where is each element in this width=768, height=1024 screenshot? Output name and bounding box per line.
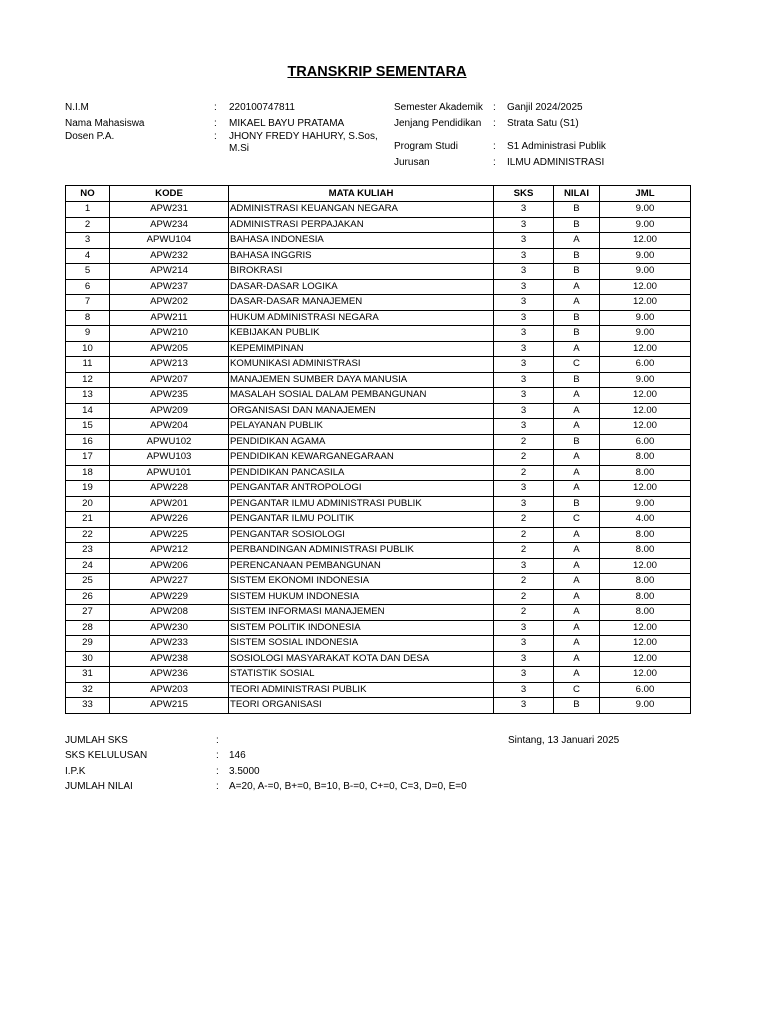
table-row [66,527,691,543]
cell-no: 9 [66,326,110,342]
advisor-label: Dosen P.A. [65,131,115,142]
colon: : [216,766,219,777]
table-row [66,295,691,311]
cell-no: 30 [66,651,110,667]
cell-mata-kuliah: DASAR-DASAR MANAJEMEN [229,295,494,311]
cell-jml: 12.00 [600,651,691,667]
cell-mata-kuliah: PENGANTAR ANTROPOLOGI [229,481,494,497]
cell-no: 5 [66,264,110,280]
table-row [66,403,691,419]
cell-no: 23 [66,543,110,559]
cell-kode: APW232 [110,248,229,264]
ipk-label: I.P.K [65,766,86,777]
table-row [66,651,691,667]
cell-no: 3 [66,233,110,249]
cell-nilai: A [554,233,600,249]
table-row [66,372,691,388]
colon: : [214,102,217,113]
cell-kode: APW238 [110,651,229,667]
total-sks-label: JUMLAH SKS [65,735,128,746]
cell-sks: 3 [494,403,554,419]
cell-jml: 9.00 [600,496,691,512]
cell-sks: 3 [494,233,554,249]
cell-no: 31 [66,667,110,683]
cell-sks: 3 [494,682,554,698]
summary-block [65,735,505,795]
cell-kode: APW229 [110,589,229,605]
cell-mata-kuliah: DASAR-DASAR LOGIKA [229,279,494,295]
cell-jml: 12.00 [600,667,691,683]
colon: : [216,750,219,761]
cell-sks: 3 [494,667,554,683]
cell-jml: 9.00 [600,217,691,233]
cell-mata-kuliah: SISTEM INFORMASI MANAJEMEN [229,605,494,621]
table-row [66,589,691,605]
ipk-value: 3.5000 [229,766,260,777]
advisor-value-line2: M.Si [229,143,249,154]
cell-kode: APW205 [110,341,229,357]
cell-sks: 3 [494,202,554,218]
cell-nilai: A [554,574,600,590]
cell-sks: 3 [494,558,554,574]
cell-mata-kuliah: SISTEM SOSIAL INDONESIA [229,636,494,652]
cell-sks: 3 [494,279,554,295]
cell-jml: 6.00 [600,682,691,698]
passed-sks-label: SKS KELULUSAN [65,750,148,761]
cell-nilai: A [554,589,600,605]
cell-nilai: A [554,450,600,466]
cell-nilai: A [554,419,600,435]
cell-no: 32 [66,682,110,698]
cell-jml: 12.00 [600,341,691,357]
cell-mata-kuliah: SOSIOLOGI MASYARAKAT KOTA DAN DESA [229,651,494,667]
cell-kode: APW208 [110,605,229,621]
table-header-row [66,186,691,202]
cell-mata-kuliah: SISTEM EKONOMI INDONESIA [229,574,494,590]
cell-kode: APW207 [110,372,229,388]
table-row [66,233,691,249]
cell-sks: 3 [494,341,554,357]
cell-nilai: B [554,372,600,388]
cell-jml: 9.00 [600,372,691,388]
cell-kode: APW214 [110,264,229,280]
cell-jml: 8.00 [600,527,691,543]
cell-kode: APW209 [110,403,229,419]
cell-mata-kuliah: PENDIDIKAN KEWARGANEGARAAN [229,450,494,466]
cell-jml: 12.00 [600,403,691,419]
cell-jml: 12.00 [600,481,691,497]
cell-nilai: B [554,264,600,280]
cell-mata-kuliah: PENGANTAR SOSIOLOGI [229,527,494,543]
cell-nilai: A [554,341,600,357]
cell-sks: 3 [494,651,554,667]
cell-mata-kuliah: SISTEM POLITIK INDONESIA [229,620,494,636]
cell-jml: 12.00 [600,620,691,636]
table-row [66,543,691,559]
cell-kode: APW228 [110,481,229,497]
cell-kode: APW213 [110,357,229,373]
cell-kode: APW202 [110,295,229,311]
cell-nilai: A [554,465,600,481]
cell-jml: 9.00 [600,310,691,326]
table-row [66,574,691,590]
cell-nilai: A [554,295,600,311]
header-sks: SKS [494,186,554,202]
semester-label: Semester Akademik [394,102,483,113]
cell-mata-kuliah: TEORI ORGANISASI [229,698,494,714]
program-value: S1 Administrasi Publik [507,141,606,152]
cell-sks: 3 [494,620,554,636]
cell-kode: APWU103 [110,450,229,466]
cell-no: 15 [66,419,110,435]
cell-nilai: B [554,434,600,450]
cell-no: 26 [66,589,110,605]
grade-count-label: JUMLAH NILAI [65,781,133,792]
cell-kode: APW236 [110,667,229,683]
cell-no: 13 [66,388,110,404]
cell-nilai: B [554,496,600,512]
cell-nilai: C [554,682,600,698]
cell-no: 19 [66,481,110,497]
cell-kode: APW230 [110,620,229,636]
cell-nilai: A [554,481,600,497]
cell-kode: APW231 [110,202,229,218]
cell-mata-kuliah: STATISTIK SOSIAL [229,667,494,683]
cell-nilai: A [554,651,600,667]
cell-sks: 3 [494,310,554,326]
cell-no: 12 [66,372,110,388]
grade-count-value: A=20, A-=0, B+=0, B=10, B-=0, C+=0, C=3, D=0, E=0 [229,781,467,792]
cell-nilai: A [554,388,600,404]
cell-kode: APW237 [110,279,229,295]
cell-no: 24 [66,558,110,574]
cell-jml: 12.00 [600,419,691,435]
cell-jml: 9.00 [600,264,691,280]
cell-kode: APWU101 [110,465,229,481]
table-row [66,496,691,512]
cell-mata-kuliah: ADMINISTRASI KEUANGAN NEGARA [229,202,494,218]
level-value: Strata Satu (S1) [507,118,579,129]
program-label: Program Studi [394,141,458,152]
cell-kode: APW234 [110,217,229,233]
cell-kode: APW204 [110,419,229,435]
table-row [66,388,691,404]
cell-nilai: B [554,248,600,264]
cell-jml: 8.00 [600,465,691,481]
cell-jml: 9.00 [600,202,691,218]
cell-no: 14 [66,403,110,419]
cell-no: 10 [66,341,110,357]
cell-no: 17 [66,450,110,466]
header-nilai: NILAI [554,186,600,202]
cell-mata-kuliah: PENDIDIKAN AGAMA [229,434,494,450]
cell-mata-kuliah: PENGANTAR ILMU ADMINISTRASI PUBLIK [229,496,494,512]
table-row [66,264,691,280]
table-row [66,682,691,698]
cell-mata-kuliah: KOMUNIKASI ADMINISTRASI [229,357,494,373]
table-row [66,667,691,683]
cell-no: 16 [66,434,110,450]
cell-mata-kuliah: BAHASA INGGRIS [229,248,494,264]
cell-sks: 2 [494,574,554,590]
colon: : [493,118,496,129]
cell-sks: 3 [494,264,554,280]
cell-no: 27 [66,605,110,621]
cell-mata-kuliah: SISTEM HUKUM INDONESIA [229,589,494,605]
cell-mata-kuliah: PERENCANAAN PEMBANGUNAN [229,558,494,574]
cell-sks: 3 [494,698,554,714]
cell-no: 22 [66,527,110,543]
table-row [66,481,691,497]
table-row [66,620,691,636]
cell-sks: 2 [494,605,554,621]
semester-value: Ganjil 2024/2025 [507,102,583,113]
cell-mata-kuliah: KEPEMIMPINAN [229,341,494,357]
cell-jml: 8.00 [600,450,691,466]
cell-mata-kuliah: BAHASA INDONESIA [229,233,494,249]
table-row [66,357,691,373]
cell-jml: 4.00 [600,512,691,528]
cell-nilai: A [554,636,600,652]
table-row [66,248,691,264]
cell-sks: 2 [494,450,554,466]
table-row [66,636,691,652]
cell-nilai: A [554,279,600,295]
table-body [66,202,691,714]
cell-nilai: B [554,310,600,326]
table-row [66,310,691,326]
grades-table [65,185,691,714]
cell-kode: APWU102 [110,434,229,450]
cell-jml: 12.00 [600,233,691,249]
dept-label: Jurusan [394,157,430,168]
cell-kode: APW215 [110,698,229,714]
cell-sks: 2 [494,512,554,528]
table-row [66,558,691,574]
cell-kode: APW206 [110,558,229,574]
cell-nilai: B [554,326,600,342]
cell-jml: 9.00 [600,248,691,264]
colon: : [214,131,217,142]
cell-sks: 2 [494,589,554,605]
cell-no: 33 [66,698,110,714]
page-title: TRANSKRIP SEMENTARA [287,64,467,80]
cell-jml: 8.00 [600,543,691,559]
cell-mata-kuliah: BIROKRASI [229,264,494,280]
header-mata-kuliah: MATA KULIAH [229,186,494,202]
cell-no: 2 [66,217,110,233]
cell-sks: 3 [494,295,554,311]
name-value: MIKAEL BAYU PRATAMA [229,118,345,129]
table-row [66,341,691,357]
colon: : [216,781,219,792]
cell-sks: 3 [494,217,554,233]
cell-jml: 8.00 [600,574,691,590]
cell-jml: 12.00 [600,388,691,404]
table-row [66,202,691,218]
cell-sks: 2 [494,527,554,543]
cell-jml: 12.00 [600,279,691,295]
table-row [66,217,691,233]
colon: : [214,118,217,129]
header-no: NO [66,186,110,202]
nim-label: N.I.M [65,102,89,113]
cell-kode: APW203 [110,682,229,698]
cell-nilai: A [554,543,600,559]
cell-kode: APW201 [110,496,229,512]
cell-kode: APW226 [110,512,229,528]
cell-sks: 3 [494,357,554,373]
cell-kode: APW210 [110,326,229,342]
cell-no: 18 [66,465,110,481]
cell-no: 1 [66,202,110,218]
cell-kode: APW225 [110,527,229,543]
cell-kode: APW227 [110,574,229,590]
table-row [66,450,691,466]
cell-no: 8 [66,310,110,326]
student-info-right [394,102,694,172]
cell-jml: 8.00 [600,605,691,621]
cell-mata-kuliah: PENDIDIKAN PANCASILA [229,465,494,481]
cell-nilai: C [554,512,600,528]
colon: : [493,141,496,152]
cell-nilai: C [554,357,600,373]
cell-mata-kuliah: HUKUM ADMINISTRASI NEGARA [229,310,494,326]
cell-nilai: A [554,558,600,574]
cell-mata-kuliah: PENGANTAR ILMU POLITIK [229,512,494,528]
table-row [66,326,691,342]
advisor-value-line1: JHONY FREDY HAHURY, S.Sos, [229,131,378,142]
cell-sks: 3 [494,388,554,404]
colon: : [493,102,496,113]
table-row [66,465,691,481]
cell-kode: APW211 [110,310,229,326]
table-row [66,605,691,621]
colon: : [493,157,496,168]
student-info-left [65,102,385,162]
cell-sks: 3 [494,326,554,342]
cell-no: 6 [66,279,110,295]
colon: : [216,735,219,746]
cell-nilai: B [554,217,600,233]
cell-mata-kuliah: PERBANDINGAN ADMINISTRASI PUBLIK [229,543,494,559]
cell-no: 7 [66,295,110,311]
cell-jml: 6.00 [600,434,691,450]
cell-mata-kuliah: ORGANISASI DAN MANAJEMEN [229,403,494,419]
cell-jml: 12.00 [600,558,691,574]
cell-no: 4 [66,248,110,264]
cell-sks: 2 [494,434,554,450]
name-label: Nama Mahasiswa [65,118,145,129]
cell-jml: 9.00 [600,326,691,342]
cell-kode: APW235 [110,388,229,404]
cell-nilai: A [554,403,600,419]
nim-value: 220100747811 [229,102,295,113]
signature-place-date: Sintang, 13 Januari 2025 [508,735,620,746]
passed-sks-value: 146 [229,750,246,761]
table-row [66,279,691,295]
cell-jml: 12.00 [600,295,691,311]
header-kode: KODE [110,186,229,202]
cell-jml: 6.00 [600,357,691,373]
cell-no: 20 [66,496,110,512]
cell-no: 25 [66,574,110,590]
cell-mata-kuliah: MASALAH SOSIAL DALAM PEMBANGUNAN [229,388,494,404]
cell-mata-kuliah: KEBIJAKAN PUBLIK [229,326,494,342]
cell-sks: 3 [494,248,554,264]
cell-jml: 9.00 [600,698,691,714]
table-row [66,434,691,450]
cell-sks: 3 [494,419,554,435]
cell-nilai: B [554,202,600,218]
cell-mata-kuliah: TEORI ADMINISTRASI PUBLIK [229,682,494,698]
cell-mata-kuliah: MANAJEMEN SUMBER DAYA MANUSIA [229,372,494,388]
header-jml: JML [600,186,691,202]
cell-no: 21 [66,512,110,528]
cell-nilai: B [554,698,600,714]
level-label: Jenjang Pendidikan [394,118,482,129]
cell-mata-kuliah: PELAYANAN PUBLIK [229,419,494,435]
cell-sks: 3 [494,496,554,512]
table-row [66,698,691,714]
cell-sks: 3 [494,481,554,497]
cell-sks: 2 [494,543,554,559]
cell-jml: 12.00 [600,636,691,652]
cell-nilai: A [554,667,600,683]
cell-kode: APW212 [110,543,229,559]
cell-jml: 8.00 [600,589,691,605]
cell-sks: 3 [494,636,554,652]
cell-no: 29 [66,636,110,652]
table-row [66,512,691,528]
cell-mata-kuliah: ADMINISTRASI PERPAJAKAN [229,217,494,233]
cell-nilai: A [554,527,600,543]
cell-kode: APWU104 [110,233,229,249]
cell-kode: APW233 [110,636,229,652]
cell-nilai: A [554,605,600,621]
cell-no: 28 [66,620,110,636]
cell-no: 11 [66,357,110,373]
cell-sks: 2 [494,465,554,481]
dept-value: ILMU ADMINISTRASI [507,157,605,168]
cell-nilai: A [554,620,600,636]
table-row [66,419,691,435]
cell-sks: 3 [494,372,554,388]
